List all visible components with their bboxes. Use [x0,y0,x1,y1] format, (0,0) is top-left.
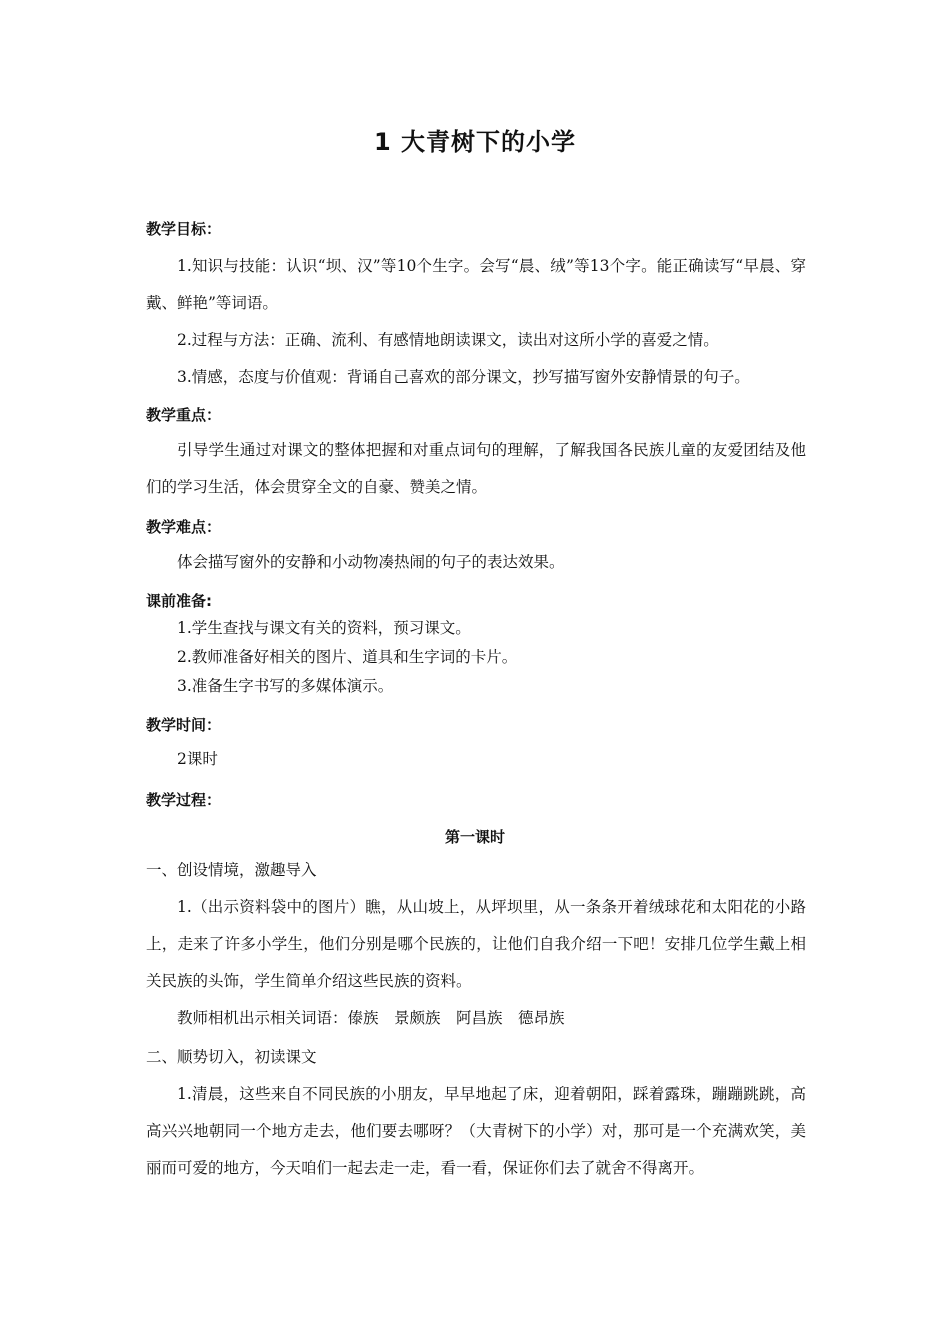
preparation-section [146,590,806,611]
part1-title: 一、创设情境，激趣导入 [146,861,317,879]
part2-paragraph-1: 1.清晨，这些来自不同民族的小朋友，早早地起了床，迎着朝阳，踩着露珠，蹦蹦跳跳，高高兴兴地朝同一个地方走去，他们要去哪呀？（大青树下的小学）对，那可是一个充满欢笑，美丽而可爱的地方，今天咱们一起去走一走，看一看，保证你们去了就舍不得离开。 [146,1085,806,1177]
difficulties-heading: 教学难点： [146,518,222,536]
part1-paragraph-2: 教师相机出示相关词语：傣族 景颇族 阿昌族 德昂族 [177,1009,565,1027]
part2-title: 二、顺势切入，初读课文 [146,1048,317,1066]
goal-item-2: 2.过程与方法：正确、流利、有感情地朗读课文，读出对这所小学的喜爱之情。 [177,331,719,349]
difficulties-body [146,544,806,581]
goals-section [146,218,806,239]
time-text: 2课时 [177,750,218,768]
document-title: 1 大青树下的小学 [373,128,577,156]
difficulties-section [146,516,806,537]
preparation-item-3: 3.准备生字书写的多媒体演示。 [177,677,394,695]
preparation-item-1: 1.学生查找与课文有关的资料，预习课文。 [177,619,471,637]
time-body [146,741,806,778]
process-section [146,789,806,810]
part1-body [146,889,806,1037]
preparation-heading: 课前准备: [146,592,212,610]
key-points-text: 引导学生通过对课文的整体把握和对重点词句的理解，了解我国各民族儿童的友爱团结及他们的学习生活，体会贯穿全文的自豪、赞美之情。 [146,441,806,496]
part1-paragraph-1: 1.（出示资料袋中的图片）瞧，从山坡上，从坪坝里，从一条条开着绒球花和太阳花的小路上，走来了许多小学生，他们分别是哪个民族的，让他们自我介绍一下吧！安排几位学生戴上相关民族的头饰，学生简单介绍这些民族的资料。 [146,898,806,990]
difficulties-text: 体会描写窗外的安静和小动物凑热闹的句子的表达效果。 [177,553,565,571]
process-heading: 教学过程： [146,791,222,809]
preparation-item-2: 2.教师准备好相关的图片、道具和生字词的卡片。 [177,648,518,666]
part2-body [146,1076,806,1187]
lesson-title: 第一课时 [444,828,505,846]
key-points-section [146,404,806,425]
key-points-heading: 教学重点： [146,406,222,424]
goal-item-1: 1.知识与技能：认识“坝、汉”等10个生字。会写“晨、绒”等13个字。能正确读写“早晨、穿戴、鲜艳”等词语。 [146,257,806,312]
preparation-list [146,614,806,701]
key-points-body [146,432,806,506]
goals-list [146,248,806,396]
part1-title-block [146,852,806,889]
time-heading: 教学时间： [146,716,222,734]
part2-title-block [146,1039,806,1076]
time-section [146,714,806,735]
goal-item-3: 3.情感，态度与价值观：背诵自己喜欢的部分课文，抄写描写窗外安静情景的句子。 [177,368,750,386]
goals-heading: 教学目标： [146,220,222,238]
